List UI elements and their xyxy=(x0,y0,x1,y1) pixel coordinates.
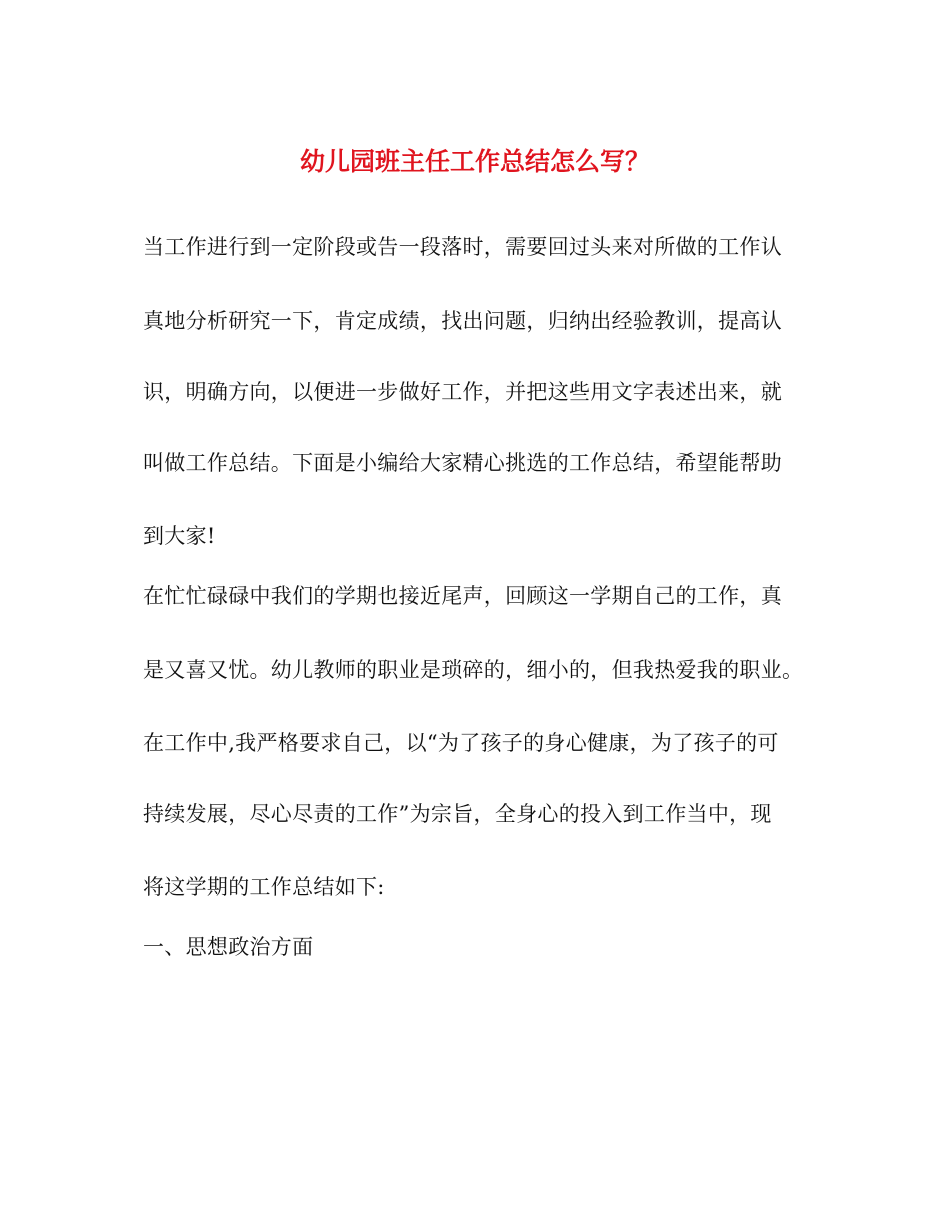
paragraph-line: 在忙忙碌碌中我们的学期也接近尾声，回顾这一学期自己的工作，真 xyxy=(143,584,782,608)
paragraph-line: 叫做工作总结。下面是小编给大家精心挑选的工作总结，希望能帮助 xyxy=(143,451,782,475)
paragraph-line: 是又喜又忧。幼儿教师的职业是琐碎的，细小的，但我热爱我的职业。 xyxy=(143,658,804,682)
paragraph-line: 将这学期的工作总结如下: xyxy=(143,875,385,899)
paragraph-line: 到大家! xyxy=(143,524,216,548)
paragraph-line: 真地分析研究一下，肯定成绩，找出问题，归纳出经验教训，提高认 xyxy=(143,309,782,333)
paragraph-line: 持续发展，尽心尽责的工作”为宗旨，全身心的投入到工作当中，现 xyxy=(143,802,772,826)
paragraph-line: 识，明确方向，以便进一步做好工作，并把这些用文字表述出来，就 xyxy=(143,380,782,404)
paragraph-line: 在工作中,我严格要求自己，以“为了孩子的身心健康，为了孩子的可 xyxy=(143,731,779,755)
document-title: 幼儿园班主任工作总结怎么写？ xyxy=(299,147,650,176)
section-heading: 一、思想政治方面 xyxy=(143,935,314,959)
paragraph-line: 当工作进行到一定阶段或告一段落时，需要回过头来对所做的工作认 xyxy=(143,235,782,259)
